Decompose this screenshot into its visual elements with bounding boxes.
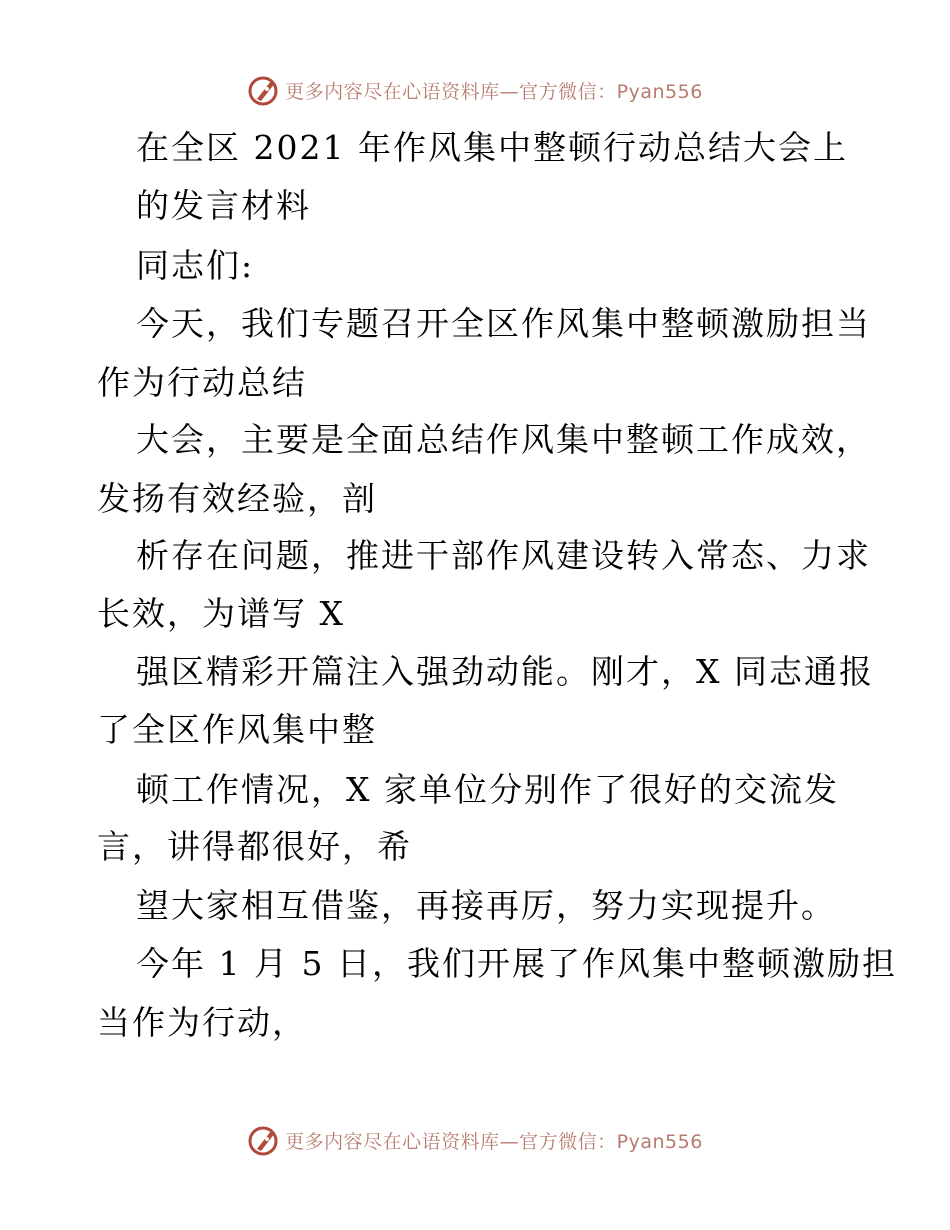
pen-nib-circle-icon — [247, 1123, 281, 1157]
document-title-line-2: 的发言材料 — [136, 186, 311, 225]
paragraph-line: 当作为行动， — [97, 1003, 307, 1042]
paragraph-line: 顿工作情况，X 家单位分别作了很好的交流发 — [136, 770, 839, 809]
paragraph-line: 作为行动总结 — [97, 363, 307, 402]
paragraph-line: 强区精彩开篇注入强劲动能。刚才，X 同志通报 — [136, 652, 874, 691]
paragraph-line: 发扬有效经验，剖 — [97, 479, 377, 518]
paragraph-line: 言，讲得都很好，希 — [97, 827, 412, 866]
footer-watermark-banner — [0, 1120, 950, 1160]
paragraph-line: 了全区作风集中整 — [97, 710, 377, 749]
pen-nib-circle-icon — [247, 73, 281, 107]
watermark-text: 更多内容尽在心语资料库—官方微信：Pyan556 — [285, 1130, 703, 1153]
header-watermark-banner — [0, 70, 950, 110]
paragraph-line: 大会，主要是全面总结作风集中整顿工作成效， — [136, 420, 871, 459]
paragraph-line: 析存在问题，推进干部作风建设转入常态、力求 — [136, 536, 871, 575]
paragraph-line: 今年 1 月 5 日，我们开展了作风集中整顿激励担 — [136, 944, 897, 983]
paragraph-line: 今天，我们专题召开全区作风集中整顿激励担当 — [136, 304, 871, 343]
salutation: 同志们: — [136, 246, 255, 285]
paragraph-line: 望大家相互借鉴，再接再厉，努力实现提升。 — [136, 886, 836, 925]
watermark-text: 更多内容尽在心语资料库—官方微信：Pyan556 — [285, 80, 703, 103]
paragraph-line: 长效，为谱写 X — [97, 594, 345, 633]
document-title-line-1: 在全区 2021 年作风集中整顿行动总结大会上 — [136, 128, 848, 167]
